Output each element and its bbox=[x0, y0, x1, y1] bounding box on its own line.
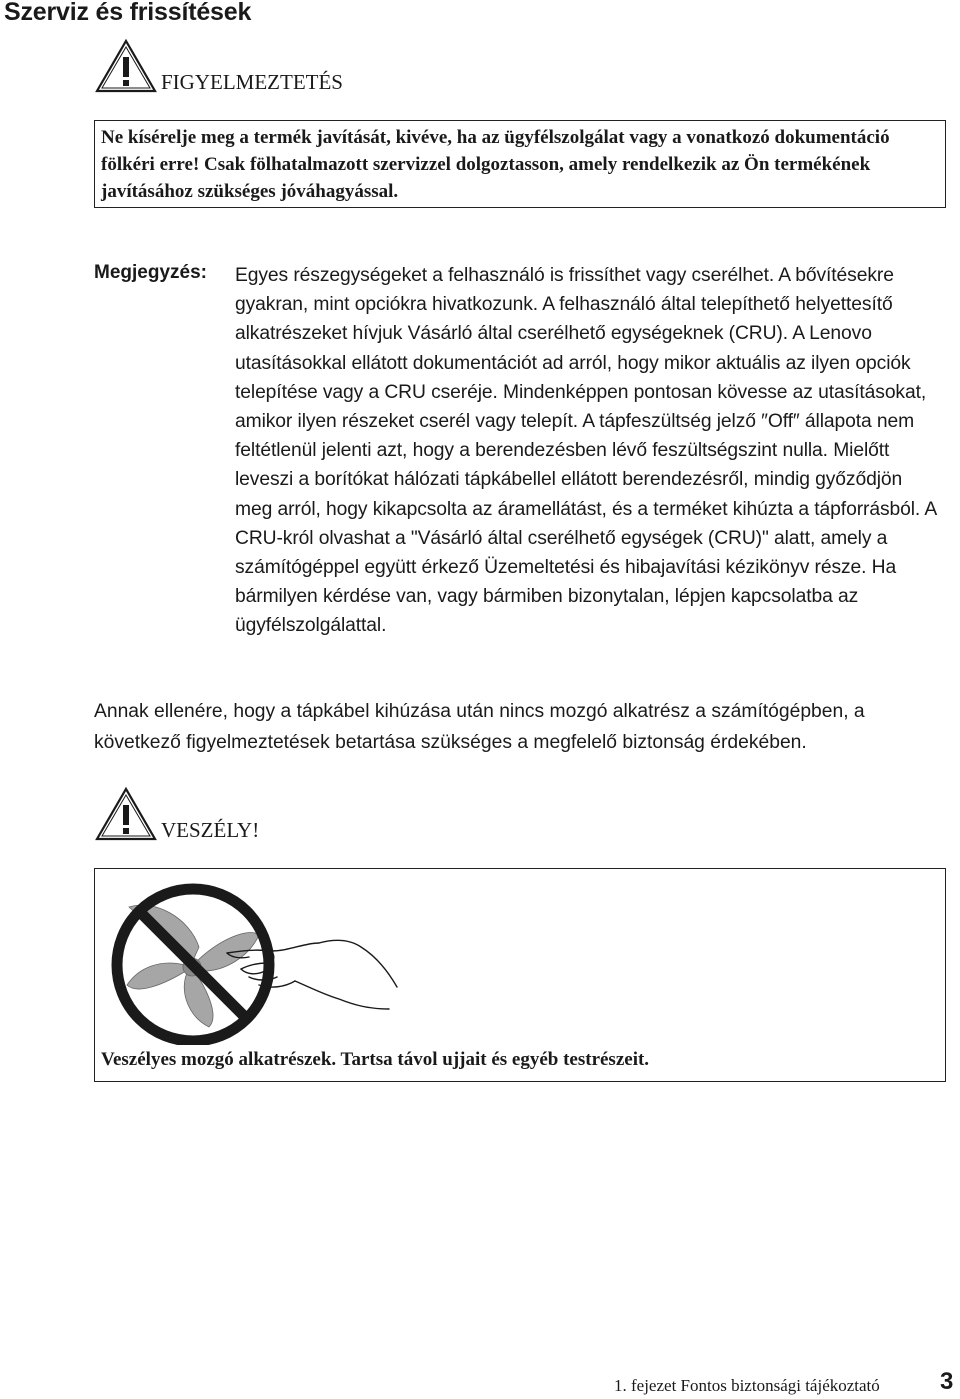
note-text: Egyes részegységeket a felhasználó is frissíthet vagy cserélhet. A bővítésekre gyakran, mint opciókra hivatkozunk. A felhasználó által telepíthető helyettesítő alkatrészeket hívjuk Vásárló által cserélhető egységeknek (CRU). A Lenovo utasításokkal ellátott dokumentációt ad arról, hogy mikor aktuális az ilyen opciók telepítése vagy a CRU cseréje. Mindenképpen pontosan kövesse az utasításokat, amikor ilyen részeket cserél vagy telepít. A tápfeszültség jelző ″Off″ állapota nem feltétlenül jelenti azt, hogy a berendezésben lévő feszültségszint nulla. Mielőtt leveszi a borítókat hálózati tápkábellel ellátott berendezésről, mindig győződjön meg arról, hogy kikapcsolta az áramellátást, és a terméket kihúzta a tápforrásból. A CRU-król olvashat a "Vásárló által cserélhető egységek (CRU)" alatt, amely a számítógéppel együtt érkező Üzemeltetési és hibajavítási kézikönyv része. Ha bármilyen kérdése van, vagy bármiben bizonytalan, lépjen kapcsolatba az ügyfélszolgálattal. bbox=[235, 265, 937, 637]
danger-caption: Veszélyes mozgó alkatrészek. Tartsa távol ujjait és egyéb testrészeit. bbox=[101, 1049, 650, 1070]
warning-triangle-icon bbox=[95, 38, 157, 94]
warning-triangle-icon bbox=[95, 786, 157, 842]
warning-text: Ne kísérelje meg a termék javítását, kivéve, ha az ügyfélszolgálat vagy a vonatkozó dokumentáció fölkéri erre! Csak fölhatalmazott szervizzel dolgoztasson, amely rendelkezik az Ön termékének javításához szükséges jóváhagyással. bbox=[101, 127, 890, 202]
danger-box bbox=[94, 868, 946, 1082]
warning-label: FIGYELMEZTETÉS bbox=[161, 70, 343, 94]
page-title: Szerviz és frissítések bbox=[4, 0, 252, 26]
warning-header bbox=[95, 38, 343, 94]
body-paragraph: Annak ellenére, hogy a tápkábel kihúzása után nincs mozgó alkatrész a számítógépben, a következő figyelmeztetések betartása szükséges a megfelelő biztonság érdekében. bbox=[94, 701, 865, 753]
note-label: Megjegyzés: bbox=[94, 262, 207, 283]
footer-chapter: 1. fejezet Fontos biztonsági tájékoztató bbox=[614, 1376, 880, 1395]
no-touch-fan-icon bbox=[99, 877, 409, 1045]
danger-header bbox=[95, 786, 259, 842]
danger-label: VESZÉLY! bbox=[161, 818, 260, 842]
page-number: 3 bbox=[940, 1368, 954, 1395]
warning-box bbox=[94, 120, 946, 208]
